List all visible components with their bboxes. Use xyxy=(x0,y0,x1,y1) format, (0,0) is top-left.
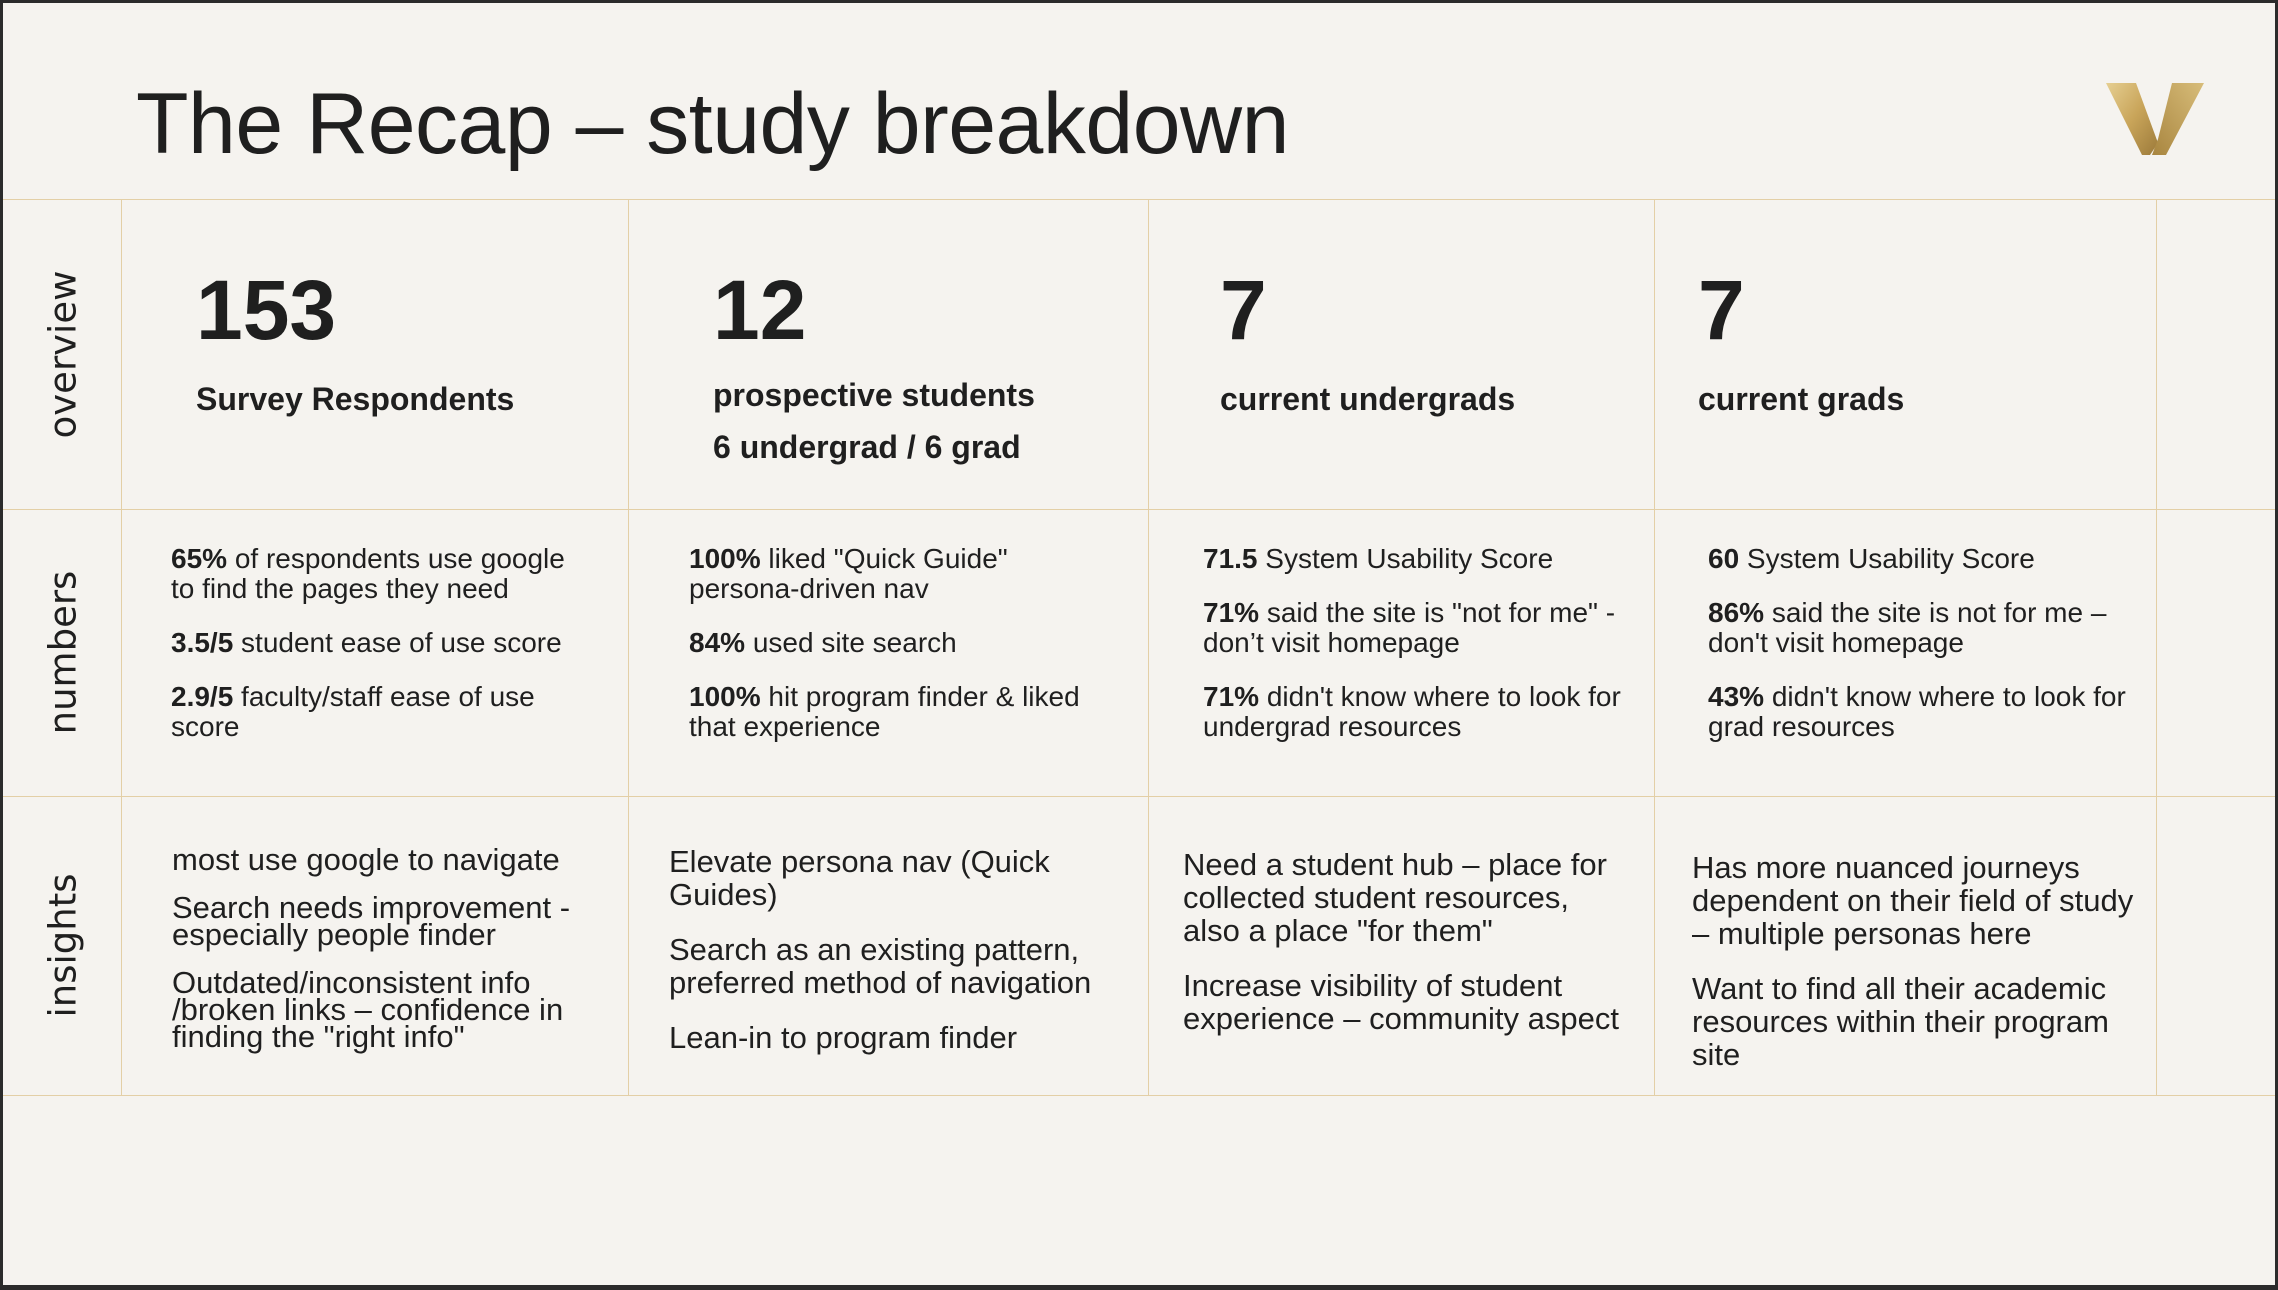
insight-item: Want to find all their academic resources within their program site xyxy=(1692,971,2109,1072)
grid-line-right xyxy=(2156,199,2157,1095)
row-label-insights: insights xyxy=(41,873,85,1018)
grid-line-numbers-insights xyxy=(3,796,2275,797)
prospective-numbers xyxy=(689,544,1109,766)
current-undergrads-count: 7 xyxy=(1220,263,1267,357)
prospective-insights xyxy=(669,845,1109,1076)
grid-line-top xyxy=(3,199,2275,200)
insight-item: Need a student hub – place for collected student resources, also a place "for them" xyxy=(1183,847,1607,948)
stat-item: 86% said the site is not for me – don't visit homepage xyxy=(1708,597,2107,658)
current-undergrads-label: current undergrads xyxy=(1220,381,1516,417)
prospective-students-label: prospective students 6 undergrad / 6 grad xyxy=(713,377,1035,465)
stat-item: 71% said the site is "not for me" - don’t visit homepage xyxy=(1203,597,1616,658)
stat-item: 84% used site search xyxy=(689,627,957,658)
stat-item: 100% hit program finder & liked that experience xyxy=(689,681,1080,742)
insight-item: most use google to navigate xyxy=(172,842,560,877)
grid-line-overview-numbers xyxy=(3,509,2275,510)
grid-line-col-2 xyxy=(628,199,629,1095)
row-label-numbers: numbers xyxy=(41,570,85,735)
stat-item: 71% didn't know where to look for undergrad resources xyxy=(1203,681,1621,742)
stat-item: 71.5 System Usability Score xyxy=(1203,543,1554,574)
survey-respondents-count: 153 xyxy=(196,263,337,357)
slide xyxy=(3,3,2275,1285)
current-grads-count: 7 xyxy=(1698,263,1745,357)
current-grads-label: current grads xyxy=(1698,381,1905,417)
insight-item: Search needs improvement - especially people finder xyxy=(172,890,571,952)
page-title: The Recap – study breakdown xyxy=(136,76,1289,172)
undergrad-insights xyxy=(1183,848,1623,1057)
grid-line-col-3 xyxy=(1148,199,1149,1095)
insight-item: Lean-in to program finder xyxy=(669,1020,1018,1055)
stat-item: 43% didn't know where to look for grad resources xyxy=(1708,681,2126,742)
stat-item: 65% of respondents use google to find the pages they need xyxy=(171,543,565,604)
prospective-students-count: 12 xyxy=(713,263,807,357)
stat-item: 60 System Usability Score xyxy=(1708,543,2035,574)
survey-numbers xyxy=(171,544,591,766)
stat-item: 100% liked "Quick Guide" persona-driven nav xyxy=(689,543,1008,604)
insight-item: Elevate persona nav (Quick Guides) xyxy=(669,844,1050,912)
insight-item: Increase visibility of student experience – community aspect xyxy=(1183,968,1619,1036)
stat-item: 3.5/5 student ease of use score xyxy=(171,627,562,658)
insight-item: Has more nuanced journeys dependent on their field of study – multiple personas here xyxy=(1692,850,2134,951)
insight-item: Outdated/inconsistent info /broken links – confidence in finding the "right info" xyxy=(172,965,564,1054)
grad-insights xyxy=(1692,851,2142,1093)
row-label-overview: overview xyxy=(41,270,85,438)
vanderbilt-v-logo-icon xyxy=(2106,81,2204,157)
insight-item: Search as an existing pattern, preferred method of navigation xyxy=(669,932,1092,1000)
survey-insights xyxy=(172,842,592,1071)
survey-respondents-label: Survey Respondents xyxy=(196,381,515,417)
stat-item: 2.9/5 faculty/staff ease of use score xyxy=(171,681,535,742)
undergrad-numbers xyxy=(1203,544,1623,766)
grid-line-bottom xyxy=(3,1095,2275,1096)
grid-line-col-4 xyxy=(1654,199,1655,1095)
grad-numbers xyxy=(1708,544,2128,766)
